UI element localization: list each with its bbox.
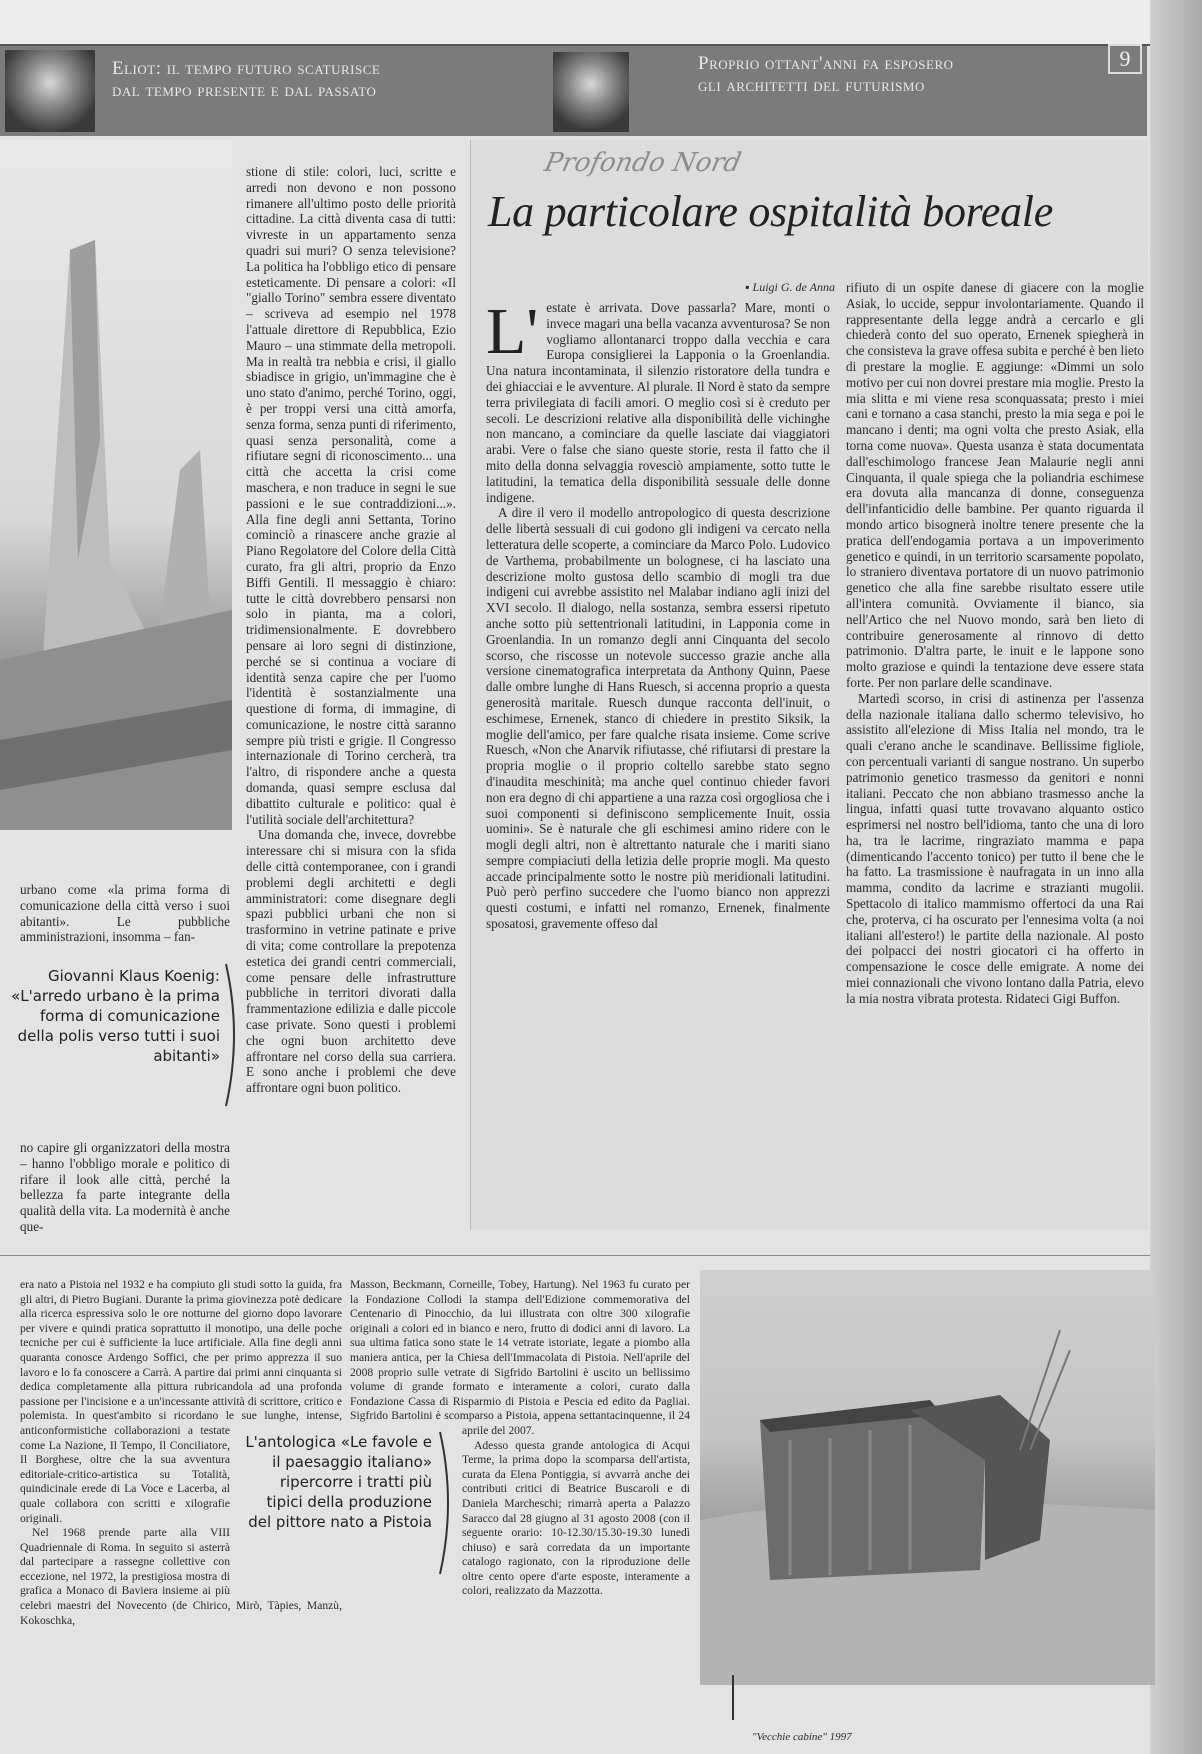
- byline: ▪ Luigi G. de Anna: [745, 280, 835, 294]
- koenig-pull-quote: Giovanni Klaus Koenig: «L'arredo urbano è la prima forma di comunicazione della polis verso tutti i suoi abitanti»: [11, 967, 220, 1065]
- paragraph: Martedì scorso, in crisi di astinenza per l'assenza della nazionale italiana dallo schermo televisivo, ho assistito all'elezione di Miss Italia nel mondo, tra le quali c'erano anche le scandinave. Bellissime figliole, con percentuali varianti di sangue nostrano. Un superbo patrimonio genetico trasmesso da genitori e nonni italiani. Peccato che non abbiano trasmesso anche la lingua, infatti quasi tutte trovavano alquanto ostico esprimersi nel nostro bell'idioma, tanto che una di loro ha, tra le lacrime, ringraziato mamma e papa (dimenticando l'accento tonico) per tutto il bene che le ha fatto. La trasmissione è naufragata in un inno alla mamma, condito da lacrime e strazianti mugolii. Spettacolo di italico mammismo offertoci da una Rai che, proterva, ci ha oscurato per l'ennesima volta (a noi italiani all'estero!) le partite della nazionale. Al posto dei polpacci dei nostri giocatori ci ha offerto in compensazione le cosce delle emigrate. A nome dei miei connazionali che vivono lontano dalla Patria, elevo la mia nostra vibrata protesta. Ridateci Gigi Buffon.: [846, 690, 1144, 1006]
- right-headline: [698, 53, 954, 97]
- author-name: Luigi G. de Anna: [752, 280, 835, 294]
- top-margin: [0, 0, 1150, 46]
- left-article-column-2: [246, 164, 456, 1096]
- paragraph: A dire il vero il modello antropologico di questa descrizione delle libertà sessuali di cui godono gli indigeni va cercato nella letteratura delle scoperte, a cominciare da Marco Polo. Ludovico de Varthema, probabilmente un bolognese, ci ha lasciato una descrizione molto gustosa dello scambio di mogli tra due indigeni cui avrebbe assistito nel Malabar indiano agli inizi del XVI secolo. Il dialogo, nella sostanza, sembra essersi ripetuto anche sotto più settentrionali latitudini, in Lapponia come in Groenlandia. In un romanzo degli anni Cinquanta del secolo scorso, che riscosse un notevole successo grazie anche alla versione cinematografica interpretata da Anthony Quinn, Paese dalle ombre lunghe di Hans Ruesch, si accenna proprio a questa generosità maritale. Ruesch dunque racconta dell'inuit, o eschimese, Ernenek, stanco di chiedere in prestito Siksik, la moglie dell'amico, per fare qualche risata insieme. Come scrive Ruesch, «Non che Anarvik rifiutasse, ché rifiutarsi di prestare la propria moglie o il proprio coltello sarebbe stato segno d'inaudita meschinità; ma anche quel continuo chieder favori non era degno di chi appartiene a una razza così orgogliosa che i suoi componenti si definiscono semplicemente Inuit, ossia uomini». Se è naturale che gli eschimesi amino ridere con le mogli degli altri, non è altrettanto naturale che i mariti siano sempre compiaciuti della letizia delle proprie mogli. Ma questo accade principalmente sotto le nostre più meridionali latitudini. Può però perfino succedere che l'uomo bianco non apprezzi questi costumi, e infatti nel romanzo, Ernenek, finalmente sposatosi, gravemente offeso dal: [486, 505, 830, 932]
- cabin-illustration: [700, 1270, 1155, 1685]
- paragraph: Nel 1968 prende parte alla VIII Quadriennale di Roma. In seguito si asterrà dal partecipare a rassegne collettive con eccezione, nel 1972, la prestigiosa mostra di grafica a Monaco di Baviera insieme ai più celebri maestri del Novecento (de Chirico, Mirò, Tàpies, Manzù, Kokoschka,: [20, 1526, 342, 1627]
- main-article-column-2: [846, 280, 1144, 1007]
- right-headline-line1: Proprio ottant'anni fa esposero: [698, 53, 954, 74]
- paragraph: era nato a Pistoia nel 1932 e ha compiuto gli studi sotto la guida, fra gli altri, di Pietro Bugiani. Durante la prima giovinezza potè dedicare alla ricerca espressiva solo le ore notturne del giorno dopo lavorare per vivere e quindi pratica soprattutto il monotipo, una delle poche tecniche per cui è sufficiente la luce artificiale. Alla fine degli anni quaranta conosce Ardengo Soffici, che per primo apprezza il suo lavoro e lo fa conoscere a Carrà. A partire dai primi anni cinquanta si dedica completamente alla pittura rubricandola ad una profonda passione per l'incisione e a un'incessante attività di scrittore, critico e polemista. In quest'ambito si ricordano le sue lunghe, intense, anticonformistiche collaborazioni a testate come La Nazione, Il Tempo, Il Conciliatore, Il Borghese, oltre che la sua avventura editoriale-critico-artistica su Totalità, quindicinale erede di La Voce e Lacerba, al quale collabora con scritti e xilografie originali.: [20, 1278, 342, 1525]
- left-column-bottom: [20, 1140, 230, 1235]
- antologica-pull-quote: L'antologica «Le favole e il paesaggio italiano» ripercorre i tratti più tipici della produzione del pittore nato a Pistoia: [245, 1433, 432, 1531]
- vecchie-cabine-painting: [700, 1270, 1155, 1685]
- architect-portrait-photo: [553, 52, 629, 132]
- handwritten-signature: Profondo Nord: [541, 148, 744, 178]
- eliot-portrait-photo: [5, 50, 95, 132]
- quote-bracket: [222, 960, 244, 1110]
- paragraph: estate è arrivata. Dove passarla? Mare, monti o invece magari una bella vacanza avventurosa? Se non vogliamo allontanarci troppo dalla vecchia e cara Europa consiglierei la Lapponia o la Groenlandia. Una natura incontaminata, il silenzio ristoratore della tundra e dei ghiacciai e le avventure. Al plurale. Il Nord è stato da sempre terra privilegiata di facili amori. O meglio così si è creduto per secoli. Le descrizioni relative alla disponibilità delle vichinghe non mancano, a cominciare da quelle lasciate dai viaggiatori arabi. Vere o false che siano queste storie, resta il fatto che il mito della donna selvaggia rovesciò ampiamente, sotto tutte le latitudini, la tematica della disponibilità sessuale delle donne indigene.: [486, 300, 830, 505]
- section-divider: [0, 1255, 1150, 1256]
- architecture-photo: [0, 140, 232, 830]
- paragraph: Adesso questa grande antologica di Acqui Terme, la prima dopo la scomparsa dell'artista, curata da Elena Pontiggia, si avvarrà anche dei contributi critici di Beatrice Buscaroli e di Daniela Marcheschi; rimarrà aperta a Palazzo Saracco dal 28 giugno al 31 agosto 2008 (con il seguente orario: 10-12.30/15.30-19.30 lunedì chiuso) e sarà corredata da un importante catalogo ragionato, con la riproduzione delle oltre cento opere d'arte esposte, interamente a colori, realizzato da Mazzotta.: [462, 1438, 690, 1598]
- scan-edge: [1150, 0, 1202, 1754]
- quote-bracket: [436, 1428, 458, 1578]
- paragraph: no capire gli organizzatori della mostra – hanno l'obbligo morale e politico di rifare il look alle città, perché la bellezza fa parte integrante della qualità della vita. La modernità è anche que-: [20, 1140, 230, 1234]
- paragraph: stione di stile: colori, luci, scritte e arredi non devono e non possono rimanere all'ultimo posto delle priorità cittadine. La città diventa casa di tutti: vivreste in un appartamento senza quadri sui muri? O senza televisione? La politica ha l'obbligo etico di pensare esteticamente. Di pensare a colori: «Il "giallo Torino" sembra essere diventato – scriveva ad esempio nel 1978 l'attuale direttore di Repubblica, Ezio Mauro – una stimmate della metropoli. Ma in realtà tra nebbia e crisi, il giallo sbiadisce in grigio, un'immagine che è uno stato d'animo, perché Torino, oggi, è per troppi versi una città amorfa, senza forma, senza punti di riferimento, quasi senza personalità, come a rifiutare segni di riconoscimento... una città che accetta la crisi come maschera, e non traduce in segni le sue passioni e le sue contraddizioni...». Alla fine degli anni Settanta, Torino cominciò a rinascere anche grazie al Piano Regolatore del Colore della Città curato, fra gli altri, proprio da Enzo Biffi Gentili. Il messaggio è chiaro: tutte le città dovrebbero pensarsi non solo in pianta, ma a colori, tridimensionalmente. E dovrebbero pensare ai loro segni di distinzione, perché se si continua a vociare di identità senza capire che per l'uomo l'identità è sostanzialmente una questione di forma, di immagine, di comunicazione, le nostre città saranno sempre più tristi e grigie. Il Congresso internazionale di Torino cercherà, tra l'altro, di rispondere anche a questa domanda, quasi sempre esclusa dal dibattito culturale e politico: qual è l'utilità sociale dell'architettura?: [246, 164, 456, 827]
- paragraph: rifiuto di un ospite danese di giacere con la moglie Asiak, lo uccide, seppur involontariamente. Quando il rappresentante della legge andrà a cercarlo e gli chiederà conto del suo operato, Ernenek spiegherà in che consisteva la grave offesa subita e perché è ben lieto di prestare la moglie. E aggiunge: «Dimmi un solo motivo per cui non dovrei prestare mia moglie. Presto la mia slitta e mi viene resa sconquassata; presto i miei cani e tornano a casa stanchi, presto la mia sega e poi le mancano i denti; ma ogni volta che presto Asiak, ella torna come nuova». Questa usanza è stata documentata dall'eschimologo francese Jean Malaurie negli anni Cinquanta, il quale spiega che la poliandria eschimese era dovuta alla mancanza di donne, conseguenza dell'infanticidio delle bambine. Per quanto riguarda il mondo artico bisognerà inoltre tenere presente che la pratica dell'endogamia portava a un impoverimento genetico e quindi, in un territorio scarsamente popolato, lo straniero diventava portatore di un nuovo patrimonio genetico che alla fine sarebbe risultato essere utile all'intera comunità. Ovviamente il bianco, sia nell'Artico che nel Nuovo mondo, sarà ben lieto di contribuire generosamente al rinnovo di detto patrimonio. D'altra parte, le inuit e le lappone sono molto graziose e quindi la tentazione deve essere stata forte. Per non parlare delle scandinave.: [846, 280, 1144, 690]
- caption-rule: [732, 1675, 734, 1720]
- paragraph: urbano come «la prima forma di comunicazione della città verso i suoi abitanti». Le pubbliche amministrazioni, insomma – fan-: [20, 882, 230, 945]
- drop-cap: L': [486, 295, 539, 368]
- left-headline-line2: dal tempo presente e dal passato: [112, 80, 377, 101]
- left-column-top: [20, 882, 230, 945]
- article-title: La particolare ospitalità boreale: [488, 187, 1053, 236]
- paragraph: Masson, Beckmann, Corneille, Tobey, Hartung). Nel 1963 fu curato per la Fondazione Collodi la stampa dell'Edizione commemorativa del Centenario di Pinocchio, da lui illustrata con oltre 300 xilografie originali a colori ed in bianco e nero, frutto di dodici anni di lavoro. La sua ultima fatica sono state le 14 vetrate istoriate, legate a piombo alla maniera antica, per la Chiesa dell'Immacolata di Pistoia. Nell'aprile del 2008 proprio sulle vetrate di Sigfrido Bartolini è uscito un bellissimo volume di grande formato e interamente a colori, curato dalla Fondazione Cassa di Risparmio di Pistoia e Pescia ed edito da Pagliai. Sigfrido Bartolini è scomparso a Pistoia, appena settantacinquenne, il 24 aprile del 2007.: [350, 1278, 690, 1437]
- right-headline-line2: gli architetti del futurismo: [698, 75, 925, 96]
- page-number: 9: [1108, 44, 1142, 74]
- left-headline: [112, 58, 380, 102]
- main-article-column-1: [486, 295, 830, 932]
- left-headline-line1: Eliot: il tempo futuro scaturisce: [112, 58, 381, 79]
- painting-caption: "Vecchie cabine" 1997: [752, 1731, 852, 1743]
- futurist-towers-illustration: [0, 140, 232, 830]
- paragraph: Una domanda che, invece, dovrebbe interessare chi si misura con la sfida delle città contemporanee, con i grandi problemi degli architetti e degli amministratori: come disegnare degli spazi pubblici urbani che non si trasformino in vetrine patinate e prive di vita; come controllare la prepotenza estetica dei grandi centri commerciali, come pensare delle infrastrutture pubbliche in territori divorati dalla frammentazione edilizia e dalle piccole case private. Sono questi i problemi che ogni buon architetto deve affrontare nel corso della sua carriera. E sono anche i problemi che deve affrontare ogni buon politico.: [246, 827, 456, 1096]
